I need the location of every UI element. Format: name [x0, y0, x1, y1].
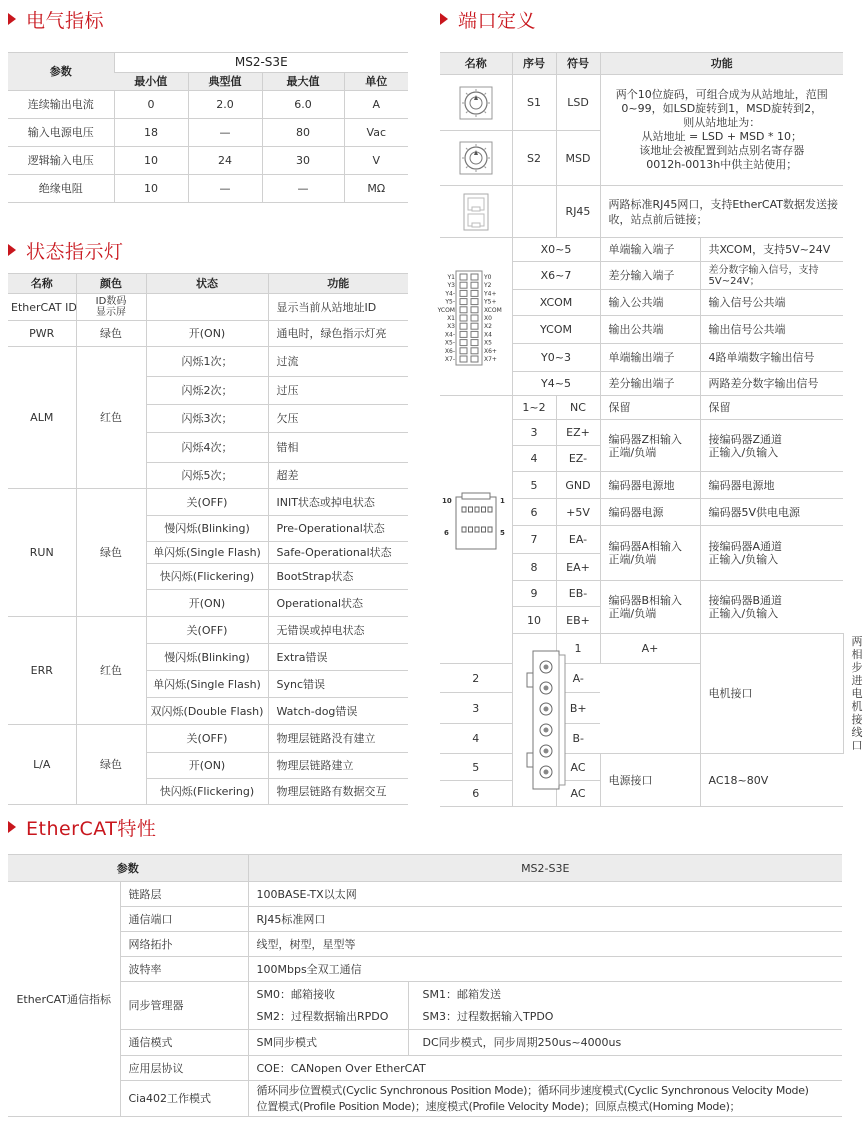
- terminal-screw-center: [543, 665, 548, 670]
- led-func: 过压: [268, 377, 408, 405]
- spec-value: DC同步模式，同步周期250us~4000us: [408, 1030, 842, 1056]
- rotary-switch-lsd-image: [440, 75, 512, 131]
- pin-name: 保留: [600, 396, 700, 420]
- encoder-pin: [462, 507, 466, 512]
- led-state: 双闪烁(Double Flash): [146, 698, 268, 725]
- led-name: EtherCAT ID: [8, 294, 76, 321]
- table-row: [8, 932, 842, 957]
- table-row: [8, 882, 842, 907]
- spec-name: 波特率: [120, 957, 248, 982]
- spec-name: 链路层: [120, 882, 248, 907]
- io-pin-label: X2: [484, 322, 492, 330]
- unit-value: A: [344, 91, 408, 119]
- io-terminal-icon: [437, 257, 512, 377]
- port-no: S2: [512, 131, 556, 186]
- col-header: 名称: [8, 274, 76, 294]
- io-name: 差分输入端子: [600, 262, 700, 290]
- io-pin-label: Y0: [484, 273, 492, 281]
- io-pin-label: X1: [447, 314, 455, 322]
- rj45-function: 两路标准RJ45网口，支持EtherCAT数据发送接收，站点前后链接；: [600, 186, 843, 238]
- param-name: 逻辑输入电压: [8, 147, 114, 175]
- pin-symbol: GND: [556, 472, 600, 499]
- typ-value: —: [188, 119, 262, 147]
- terminal-screw-center: [543, 770, 548, 775]
- spec-value: RJ45标准网口: [248, 907, 842, 932]
- pin-no: 5: [512, 472, 556, 499]
- io-pin: [471, 306, 478, 312]
- unit-value: Vac: [344, 119, 408, 147]
- io-pin: [471, 274, 478, 280]
- sm0-text: SM0：邮箱接收: [256, 987, 335, 1001]
- port-definition-table: [437, 52, 863, 807]
- led-state: 单闪烁(Single Flash): [146, 671, 268, 698]
- table-row: [8, 294, 408, 321]
- col-header: 典型值: [188, 73, 262, 91]
- pin-name: 编码器B相输入 正端/负端: [600, 581, 700, 634]
- io-pin-label: X7-: [444, 355, 455, 363]
- led-state: 开(ON): [146, 753, 268, 779]
- io-terminal-image: [437, 238, 512, 396]
- io-pin: [460, 331, 467, 337]
- table-row: [8, 1030, 842, 1056]
- io-name: 单端输出端子: [600, 344, 700, 372]
- table-row: [8, 147, 408, 175]
- io-pin: [471, 339, 478, 345]
- spec-name: Cia402工作模式: [120, 1081, 248, 1117]
- rotary-switch-icon: [459, 141, 493, 175]
- led-func: 欠压: [268, 405, 408, 433]
- col-header: 最小值: [114, 73, 188, 91]
- rj45-port-icon: [461, 192, 491, 232]
- led-state: 慢闪烁(Blinking): [146, 516, 268, 542]
- io-symbol: Y4~5: [512, 372, 600, 396]
- led-color: 红色: [76, 617, 146, 725]
- table-row: [8, 347, 408, 377]
- max-value: 80: [262, 119, 344, 147]
- sm2-text: SM2：过程数据输出RPDO: [256, 1009, 389, 1023]
- led-func: 通电时，绿色指示灯亮: [268, 321, 408, 347]
- io-pin-label: YCOM: [437, 306, 455, 314]
- io-pin: [471, 331, 478, 337]
- io-name: 输出公共端: [600, 316, 700, 344]
- spec-name: 通信模式: [120, 1030, 248, 1056]
- table-row: [8, 617, 408, 644]
- col-header: 颜色: [76, 274, 146, 294]
- io-pin-label: X5-: [444, 339, 455, 347]
- pin-name: 编码器A相输入 正端/负端: [600, 526, 700, 581]
- sm3-text: SM3：过程数据输入TPDO: [422, 1009, 554, 1023]
- led-state: 闪烁4次；: [146, 433, 268, 463]
- io-pin: [460, 315, 467, 321]
- led-func: Pre-Operational状态: [268, 516, 408, 542]
- io-pin: [471, 290, 478, 296]
- table-row: [440, 186, 843, 238]
- col-header: 单位: [344, 73, 408, 91]
- io-func: 共XCOM，支持5V~24V: [700, 238, 843, 262]
- max-value: —: [262, 175, 344, 203]
- electrical-spec-table: [8, 52, 408, 203]
- min-value: 18: [114, 119, 188, 147]
- power-name: 电源接口: [600, 754, 700, 807]
- io-pin: [460, 274, 467, 280]
- led-func: 超差: [268, 463, 408, 489]
- encoder-pin: [475, 507, 479, 512]
- min-value: 10: [114, 147, 188, 175]
- led-color: 绿色: [76, 489, 146, 617]
- table-row: [8, 91, 408, 119]
- pin-func: 编码器5V供电电源: [700, 499, 843, 526]
- io-func: 输出信号公共端: [700, 316, 843, 344]
- param-name: 连续输出电流: [8, 91, 114, 119]
- min-value: 0: [114, 91, 188, 119]
- pin-symbol: B-: [556, 724, 600, 754]
- led-state: 关(OFF): [146, 617, 268, 644]
- port-no: S1: [512, 75, 556, 131]
- io-func: 输入信号公共端: [700, 290, 843, 316]
- led-state: [146, 294, 268, 321]
- io-pin-label: X6-: [444, 347, 455, 355]
- pin-symbol: EA+: [556, 554, 600, 581]
- model-header: MS2-S3E: [114, 53, 408, 73]
- led-state: 慢闪烁(Blinking): [146, 644, 268, 671]
- led-func: Watch-dog错误: [268, 698, 408, 725]
- io-pin: [460, 282, 467, 288]
- pin-symbol: NC: [556, 396, 600, 420]
- io-pin: [460, 356, 467, 362]
- pin-func: 接编码器A通道 正输入/负输入: [700, 526, 843, 581]
- pin-symbol: AC: [556, 781, 600, 807]
- table-row: [8, 175, 408, 203]
- io-pin: [460, 323, 467, 329]
- encoder-connector-image: [440, 396, 512, 664]
- cia402-line1: 循环同步位置模式(Cyclic Synchronous Position Mode)；循环同步速度模式(Cyclic Synchronous Velocity Mode): [256, 1083, 809, 1097]
- led-state: 关(OFF): [146, 725, 268, 753]
- param-header: 参数: [8, 53, 114, 91]
- led-name: ALM: [8, 347, 76, 489]
- led-func: 显示当前从站地址ID: [268, 294, 408, 321]
- rj45-port-image: [440, 186, 512, 238]
- led-func: INIT状态或掉电状态: [268, 489, 408, 516]
- io-pin: [460, 290, 467, 296]
- col-header: 名称: [440, 53, 512, 75]
- encoder-pin-label: 5: [500, 529, 505, 538]
- pin-no: 2: [440, 663, 512, 693]
- motor-name: 电机接口: [700, 634, 843, 754]
- spec-value: 100BASE-TX以太网: [248, 882, 842, 907]
- pin-no: 10: [512, 607, 556, 634]
- io-pin: [460, 298, 467, 304]
- io-pin: [471, 315, 478, 321]
- table-row: [8, 957, 842, 982]
- pin-func: 接编码器B通道 正输入/负输入: [700, 581, 843, 634]
- port-symbol: LSD: [556, 75, 600, 131]
- pin-no: 7: [512, 526, 556, 554]
- led-func: Operational状态: [268, 590, 408, 617]
- io-name: 输入公共端: [600, 290, 700, 316]
- io-symbol: Y0~3: [512, 344, 600, 372]
- spec-name: 网络拓扑: [120, 932, 248, 957]
- io-pin: [471, 347, 478, 353]
- pin-func: 编码器电源地: [700, 472, 843, 499]
- sm1-text: SM1：邮箱发送: [422, 987, 501, 1001]
- spec-value: [248, 982, 408, 1030]
- param-name: 绝缘电阻: [8, 175, 114, 203]
- table-row: [440, 396, 843, 420]
- table-row: [440, 238, 843, 262]
- pin-func: 保留: [700, 396, 843, 420]
- table-row: [440, 754, 843, 781]
- table-row: [8, 1056, 842, 1081]
- io-pin-label: Y5-: [445, 298, 455, 306]
- terminal-screw-center: [543, 749, 548, 754]
- status-led-table: [8, 273, 408, 805]
- spec-name: 应用层协议: [120, 1056, 248, 1081]
- spec-value: [408, 982, 842, 1030]
- table-row: 1 A+ 电机接口 两相步进电机接线口: [440, 634, 843, 664]
- ethercat-spec-table: [8, 854, 842, 1117]
- spec-value: [248, 1081, 842, 1117]
- encoder-pin: [469, 507, 473, 512]
- encoder-pin: [482, 527, 486, 532]
- io-pin-label: X4: [484, 330, 492, 338]
- pin-no: 8: [512, 554, 556, 581]
- pin-symbol: A+: [600, 634, 700, 664]
- pin-func: 接编码器Z通道 正输入/负输入: [700, 420, 843, 472]
- col-header: 最大值: [262, 73, 344, 91]
- io-pin: [471, 282, 478, 288]
- led-state: 闪烁3次；: [146, 405, 268, 433]
- io-pin-label: X5: [484, 339, 492, 347]
- led-state: 关(OFF): [146, 489, 268, 516]
- max-value: 30: [262, 147, 344, 175]
- section-title-ethercat: EtherCAT特性: [8, 814, 156, 840]
- col-header: 状态: [146, 274, 268, 294]
- led-state: 单闪烁(Single Flash): [146, 542, 268, 564]
- encoder-pin: [482, 507, 486, 512]
- pin-no: 6: [440, 781, 512, 807]
- pin-no: 3: [512, 420, 556, 446]
- motor-power-connector-image: [512, 634, 556, 807]
- led-color: ID数码 显示屏: [76, 294, 146, 321]
- io-pin: [460, 339, 467, 345]
- led-func: 错相: [268, 433, 408, 463]
- io-func: 4路单端数字输出信号: [700, 344, 843, 372]
- io-pin-label: XCOM: [484, 306, 502, 314]
- led-name: ERR: [8, 617, 76, 725]
- pin-symbol: EB+: [556, 607, 600, 634]
- table-row: [8, 119, 408, 147]
- led-func: BootStrap状态: [268, 564, 408, 590]
- min-value: 10: [114, 175, 188, 203]
- col-header: 功能: [268, 274, 408, 294]
- encoder-pin: [469, 527, 473, 532]
- cia402-line2: 位置模式(Profile Position Mode)；速度模式(Profile Velocity Mode)；回原点模式(Homing Mode)；: [256, 1099, 741, 1113]
- table-row: [8, 489, 408, 516]
- pin-no: 1: [556, 634, 600, 664]
- led-color: 红色: [76, 347, 146, 489]
- io-pin: [471, 323, 478, 329]
- encoder-connector-icon: [440, 489, 512, 569]
- led-name: RUN: [8, 489, 76, 617]
- pin-no: 6: [512, 499, 556, 526]
- section-marker-icon: [8, 821, 16, 833]
- io-pin: [460, 347, 467, 353]
- io-pin-label: Y1: [447, 273, 455, 281]
- col-header: 功能: [600, 53, 843, 75]
- encoder-pin: [475, 527, 479, 532]
- pin-name: 编码器电源地: [600, 472, 700, 499]
- spec-value: 线型，树型，星型等: [248, 932, 842, 957]
- io-name: 差分输出端子: [600, 372, 700, 396]
- led-func: 过流: [268, 347, 408, 377]
- led-func: 物理层链路没有建立: [268, 725, 408, 753]
- led-func: 物理层链路有数据交互: [268, 779, 408, 805]
- led-state: 闪烁2次；: [146, 377, 268, 405]
- io-symbol: X0~5: [512, 238, 600, 262]
- terminal-screw-center: [543, 707, 548, 712]
- typ-value: 2.0: [188, 91, 262, 119]
- encoder-pin-label: 6: [444, 529, 449, 538]
- pin-symbol: +5V: [556, 499, 600, 526]
- encoder-pin-label: 1: [500, 497, 505, 506]
- pin-no: 3: [440, 693, 512, 724]
- led-func: Extra错误: [268, 644, 408, 671]
- io-func: 两路差分数字输出信号: [700, 372, 843, 396]
- spec-name: 通信端口: [120, 907, 248, 932]
- section-marker-icon: [440, 13, 448, 25]
- model-header: MS2-S3E: [248, 855, 842, 882]
- led-state: 开(ON): [146, 590, 268, 617]
- io-pin-label: X6+: [484, 347, 497, 355]
- led-func: 无错误或掉电状态: [268, 617, 408, 644]
- section-title-leds: 状态指示灯: [8, 237, 124, 263]
- rotary-switch-icon: [459, 86, 493, 120]
- led-name: PWR: [8, 321, 76, 347]
- terminal-block-icon: [513, 645, 573, 795]
- spec-name: 同步管理器: [120, 982, 248, 1030]
- pin-symbol: B+: [556, 693, 600, 724]
- encoder-pin: [488, 527, 492, 532]
- col-header: 序号: [512, 53, 556, 75]
- spec-value: SM同步模式: [248, 1030, 408, 1056]
- max-value: 6.0: [262, 91, 344, 119]
- typ-value: —: [188, 175, 262, 203]
- led-color: 绿色: [76, 725, 146, 805]
- io-pin-label: X7+: [484, 355, 497, 363]
- port-symbol: RJ45: [556, 186, 600, 238]
- io-symbol: XCOM: [512, 290, 600, 316]
- section-title-ports: 端口定义: [440, 6, 536, 32]
- section-marker-icon: [8, 13, 16, 25]
- unit-value: V: [344, 147, 408, 175]
- io-pin: [471, 356, 478, 362]
- rotary-switch-function: 两个10位旋码，可组合成为从站地址，范围0~99，如LSD旋转到1，MSD旋转到2， 则从站地址为： 从站地址 = LSD + MSD * 10； 该地址会被配置到站点别名寄存器 0012h-0013h中供主站使用；: [600, 75, 843, 186]
- io-symbol: YCOM: [512, 316, 600, 344]
- pin-symbol: EZ+: [556, 420, 600, 446]
- io-pin: [471, 298, 478, 304]
- io-pin-label: Y4+: [484, 289, 497, 297]
- param-header: 参数: [8, 855, 248, 882]
- pin-no: 4: [440, 724, 512, 754]
- io-pin-label: X4-: [444, 330, 455, 338]
- table-row: [8, 321, 408, 347]
- rotary-switch-msd-image: [440, 131, 512, 186]
- io-pin-label: Y3: [447, 281, 455, 289]
- table-row: [440, 75, 843, 131]
- power-func: AC18~80V: [700, 754, 843, 807]
- io-pin-label: Y4-: [445, 289, 455, 297]
- led-func: Safe-Operational状态: [268, 542, 408, 564]
- pin-symbol: AC: [556, 754, 600, 781]
- encoder-pin-label: 10: [442, 497, 452, 506]
- led-name: L/A: [8, 725, 76, 805]
- section-marker-icon: [8, 244, 16, 256]
- port-symbol: MSD: [556, 131, 600, 186]
- pin-name: 编码器Z相输入 正端/负端: [600, 420, 700, 472]
- param-name: 输入电源电压: [8, 119, 114, 147]
- io-pin-label: Y5+: [484, 298, 497, 306]
- io-pin-label: X3: [447, 322, 455, 330]
- io-symbol: X6~7: [512, 262, 600, 290]
- table-row: [8, 982, 842, 1030]
- led-func: Sync错误: [268, 671, 408, 698]
- terminal-screw-center: [543, 728, 548, 733]
- spec-value: COE：CANopen Over EtherCAT: [248, 1056, 842, 1081]
- pin-name: 编码器电源: [600, 499, 700, 526]
- led-state: 快闪烁(Flickering): [146, 564, 268, 590]
- spec-value: 100Mbps全双工通信: [248, 957, 842, 982]
- io-pin: [460, 306, 467, 312]
- pin-symbol: A-: [556, 663, 600, 693]
- led-state: 闪烁1次；: [146, 347, 268, 377]
- pin-symbol: EZ-: [556, 446, 600, 472]
- encoder-pin: [462, 527, 466, 532]
- pin-no: 5: [440, 754, 512, 781]
- led-color: 绿色: [76, 321, 146, 347]
- led-func: 物理层链路建立: [268, 753, 408, 779]
- led-state: 闪烁5次；: [146, 463, 268, 489]
- pin-no: 1~2: [512, 396, 556, 420]
- table-row: [8, 725, 408, 753]
- io-func: 差分数字输入信号，支持5V~24V；: [700, 262, 843, 290]
- pin-symbol: EA-: [556, 526, 600, 554]
- table-row: [8, 1081, 842, 1117]
- io-pin-label: X0: [484, 314, 492, 322]
- pin-no: 9: [512, 581, 556, 607]
- encoder-pin: [488, 507, 492, 512]
- pin-symbol: EB-: [556, 581, 600, 607]
- port-no: [512, 186, 556, 238]
- io-pin-label: Y2: [484, 281, 492, 289]
- section-title-electrical: 电气指标: [8, 6, 104, 32]
- pin-no: 4: [512, 446, 556, 472]
- led-state: 快闪烁(Flickering): [146, 779, 268, 805]
- col-header: 符号: [556, 53, 600, 75]
- group-name: EtherCAT通信指标: [8, 882, 120, 1117]
- terminal-screw-center: [543, 686, 548, 691]
- unit-value: MΩ: [344, 175, 408, 203]
- led-state: 开(ON): [146, 321, 268, 347]
- io-name: 单端输入端子: [600, 238, 700, 262]
- typ-value: 24: [188, 147, 262, 175]
- table-row: [8, 907, 842, 932]
